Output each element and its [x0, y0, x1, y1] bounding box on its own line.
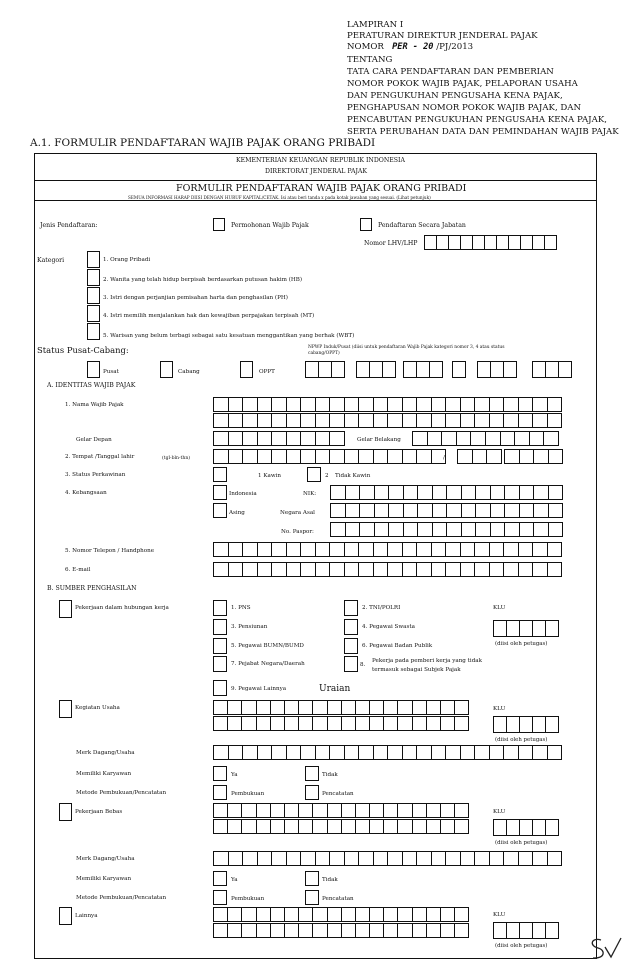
npwp-pusat-input[interactable]	[403, 361, 443, 378]
npwp-pusat-input[interactable]	[477, 361, 517, 378]
job-tni-checkbox[interactable]	[344, 600, 358, 616]
job-bumn-checkbox[interactable]	[213, 638, 227, 654]
pekerjaan-bebas-label: Pekerjaan Bebas	[75, 809, 123, 815]
jenis-label: Jenis Pendaftaran:	[40, 222, 98, 229]
pembukuan-label: Pembukuan	[231, 791, 265, 797]
email-label: 6. E-mail	[65, 567, 91, 573]
job-pejabat-checkbox[interactable]	[213, 656, 227, 672]
jabatan-checkbox[interactable]	[360, 218, 372, 231]
cabang-label: Cabang	[178, 369, 200, 375]
email-input[interactable]	[213, 562, 562, 577]
klu-label: KLU	[493, 912, 506, 918]
diisi-note: (diisi oleh petugas)	[495, 737, 548, 743]
pekerjaan-hubungan-checkbox[interactable]	[59, 600, 72, 618]
klu-input[interactable]	[493, 620, 559, 637]
nomor-handwritten: PER - 20	[392, 42, 434, 52]
job-swasta-label: 4. Pegawai Swasta	[362, 624, 415, 630]
kategori-2-label: 2. Wanita yang telah hidup berpisah berdasarkan putusan hakim (HB)	[103, 277, 303, 283]
npwp-pusat-input[interactable]	[305, 361, 355, 378]
pusat-label: Pusat	[103, 369, 119, 375]
tidak-label: Tidak	[322, 772, 338, 778]
nomor-lhv-input[interactable]	[424, 235, 557, 250]
divider	[34, 200, 597, 201]
asing-checkbox[interactable]	[213, 503, 227, 518]
negara-asal-input[interactable]	[330, 503, 563, 518]
kawin-label: 1 Kawin	[258, 473, 282, 479]
job-tni-label: 2. TNI/POLRI	[362, 605, 401, 611]
merk-label: Merk Dagang/Usaha	[76, 750, 135, 756]
merk-input[interactable]	[213, 745, 562, 760]
gelar-depan-input[interactable]	[213, 431, 345, 446]
gelar-depan-label: Gelar Depan	[76, 437, 112, 443]
job-pensiunan-checkbox[interactable]	[213, 619, 227, 635]
uraian-label: Uraian	[319, 684, 351, 694]
pencatatan-label: Pencatatan	[322, 791, 354, 797]
kategori-label: Kategori	[37, 257, 65, 264]
kebangsaan-label: 4. Kebangsaan	[65, 490, 107, 496]
pencatatan-checkbox[interactable]	[305, 785, 319, 800]
job8-num: 8.	[360, 662, 366, 668]
klu-label: KLU	[493, 605, 506, 611]
npwp-note: cabang/OPPT)	[308, 351, 340, 356]
merk-input[interactable]	[213, 851, 562, 866]
kawin-checkbox[interactable]	[213, 467, 227, 482]
no-paspor-input[interactable]	[330, 522, 563, 537]
indonesia-label: Indonesia	[229, 491, 257, 497]
ya-label: Ya	[231, 877, 238, 883]
npwp-pusat-input[interactable]	[532, 361, 572, 378]
oppt-label: OPPT	[259, 369, 275, 375]
nama-input[interactable]	[213, 397, 562, 412]
subject-line: TATA CARA PENDAFTARAN DAN PEMBERIAN	[347, 67, 554, 77]
pembukuan-checkbox[interactable]	[213, 890, 227, 905]
cabang-checkbox[interactable]	[160, 361, 173, 378]
jabatan-label: Pendaftaran Secara Jabatan	[378, 222, 466, 229]
gelar-belakang-label: Gelar Belakang	[357, 437, 401, 443]
klu-input[interactable]	[493, 716, 559, 733]
ttl-label: 2. Tempat /Tanggal lahir	[65, 454, 135, 460]
tidak-label: Tidak	[322, 877, 338, 883]
permohonan-checkbox[interactable]	[213, 218, 225, 231]
tidak-kawin-num: 2	[325, 473, 329, 479]
pembukuan-label: Pembukuan	[231, 896, 265, 902]
tempat-lahir-input[interactable]	[213, 449, 446, 464]
klu-label: KLU	[493, 706, 506, 712]
klu-label: KLU	[493, 809, 506, 815]
lainnya-checkbox[interactable]	[59, 907, 72, 925]
lampiran: LAMPIRAN I	[347, 20, 404, 30]
negara-asal-label: Negara Asal	[280, 510, 315, 516]
kegiatan-usaha-label: Kegiatan Usaha	[75, 705, 120, 711]
job-badan-publik-checkbox[interactable]	[344, 638, 358, 654]
job8-line: termasuk sebagai Subjek Pajak	[372, 667, 461, 673]
kategori-2-checkbox[interactable]	[87, 269, 100, 286]
karyawan-label: Memiliki Karyawan	[76, 876, 132, 882]
kegiatan-usaha-checkbox[interactable]	[59, 700, 72, 718]
asing-label: Asing	[229, 510, 245, 516]
tanggal-lahir-input[interactable]	[457, 449, 505, 464]
job-lainnya-label: 9. Pegawai Lainnya	[231, 686, 287, 692]
subject-line: DAN PENGUKUHAN PENGUSAHA KENA PAJAK,	[347, 91, 563, 101]
klu-input[interactable]	[493, 819, 559, 836]
diisi-note: (diisi oleh petugas)	[495, 641, 548, 647]
nomor-lhv-label: Nomor LHV/LHP	[364, 240, 418, 247]
lainnya-label: Lainnya	[75, 913, 98, 919]
kegiatan-usaha-input[interactable]	[213, 716, 469, 731]
karyawan-tidak-checkbox[interactable]	[305, 766, 319, 781]
initials-signature	[585, 934, 625, 964]
nama-input[interactable]	[213, 413, 562, 428]
job-pejabat-label: 7. Pejabat Negara/Daerah	[231, 661, 305, 667]
directorate: DIREKTORAT JENDERAL PAJAK	[265, 168, 368, 175]
nik-input[interactable]	[330, 485, 563, 500]
pekerjaan-bebas-checkbox[interactable]	[59, 803, 72, 821]
karyawan-tidak-checkbox[interactable]	[305, 871, 319, 886]
job8-line: Pekerja pada pemberi kerja yang tidak	[372, 658, 483, 664]
indonesia-checkbox[interactable]	[213, 485, 227, 500]
status-kawin-label: 3. Status Perkawinan	[65, 472, 126, 478]
metode-label: Metode Pembukuan/Pencatatan	[76, 790, 167, 796]
job-badan-publik-label: 6. Pegawai Badan Publik	[362, 643, 433, 649]
tidak-kawin-label: Tidak Kawin	[335, 473, 371, 479]
job-pns-label: 1. PNS	[231, 605, 251, 611]
section-title: A.1. FORMULIR PENDAFTARAN WAJIB PAJAK ORANG PRIBADI	[30, 137, 376, 149]
subject-line: NOMOR POKOK WAJIB PAJAK, PELAPORAN USAHA	[347, 79, 578, 89]
klu-input[interactable]	[493, 922, 559, 939]
kategori-5-checkbox[interactable]	[87, 323, 100, 340]
peraturan: PERATURAN DIREKTUR JENDERAL PAJAK	[347, 31, 538, 41]
pekerjaan-hubungan-label: Pekerjaan dalam hubungan kerja	[75, 605, 169, 611]
kategori-4-checkbox[interactable]	[87, 305, 100, 322]
pusat-checkbox[interactable]	[87, 361, 100, 378]
nomor-line	[347, 42, 473, 53]
gelar-belakang-input[interactable]	[412, 431, 559, 446]
lainnya-input[interactable]	[213, 907, 469, 922]
kategori-3-checkbox[interactable]	[87, 287, 100, 304]
divider	[34, 180, 597, 181]
pencatatan-label: Pencatatan	[322, 896, 354, 902]
ttl-slash: /	[443, 455, 445, 461]
merk-label: Merk Dagang/Usaha	[76, 856, 135, 862]
oppt-checkbox[interactable]	[240, 361, 253, 378]
diisi-note: (diisi oleh petugas)	[495, 840, 548, 846]
job-pensiunan-label: 3. Pensiunan	[231, 624, 268, 630]
kategori-1-label: 1. Orang Pribadi	[103, 257, 151, 263]
no-paspor-label: No. Paspor:	[281, 529, 314, 535]
metode-label: Metode Pembukuan/Pencatatan	[76, 895, 167, 901]
pekerjaan-bebas-input[interactable]	[213, 803, 469, 818]
telepon-label: 5. Nomor Telepon / Handphone	[65, 548, 155, 554]
section-a-title: A. IDENTITAS WAJIB PAJAK	[47, 382, 136, 389]
karyawan-label: Memiliki Karyawan	[76, 771, 132, 777]
karyawan-ya-checkbox[interactable]	[213, 871, 227, 886]
pekerjaan-bebas-input[interactable]	[213, 819, 469, 834]
kategori-1-checkbox[interactable]	[87, 251, 100, 268]
telepon-input[interactable]	[213, 542, 562, 557]
section-b-title: B. SUMBER PENGHASILAN	[47, 585, 137, 592]
nomor-suffix: /PJ/2013	[436, 42, 474, 52]
subject-line: SERTA PERUBAHAN DATA DAN PEMINDAHAN WAJIB PAJAK	[347, 127, 619, 137]
job-bumn-label: 5. Pegawai BUMN/BUMD	[231, 643, 304, 649]
nama-label: 1. Nama Wajib Pajak	[65, 402, 124, 408]
kegiatan-usaha-input[interactable]	[213, 700, 469, 715]
job-lainnya-checkbox[interactable]	[213, 680, 227, 696]
job-pns-checkbox[interactable]	[213, 600, 227, 616]
subject-line: PENGHAPUSAN NOMOR POKOK WAJIB PAJAK, DAN	[347, 103, 582, 113]
kategori-5-label: 5. Warisan yang belum terbagi sebagai satu kesatuan menggantikan yang berhak (WBT)	[103, 333, 355, 339]
tidak-kawin-checkbox[interactable]	[307, 467, 321, 482]
kategori-3-label: 3. Istri dengan perjanjian pemisahan harta dan penghasilan (PH)	[103, 295, 288, 301]
pencatatan-checkbox[interactable]	[305, 890, 319, 905]
npwp-pusat-input[interactable]	[356, 361, 396, 378]
job-non-subjek-checkbox[interactable]	[344, 656, 358, 672]
permohonan-label: Permohonan Wajib Pajak	[231, 222, 309, 229]
karyawan-ya-checkbox[interactable]	[213, 766, 227, 781]
form-title: FORMULIR PENDAFTARAN WAJIB PAJAK ORANG PRIBADI	[176, 183, 467, 194]
form-instruction: SEMUA INFORMASI HARAP DIISI DENGAN HURUF KAPITAL/CETAK. Isi atau beri tanda x pada kotak jawaban yang sesuai. (Lihat petunjuk)	[128, 195, 431, 200]
ministry: KEMENTERIAN KEUANGAN REPUBLIK INDONESIA	[236, 157, 405, 164]
tentang: TENTANG	[347, 55, 393, 65]
subject-line: PENCABUTAN PENGUKUHAN PENGUSAHA KENA PAJAK,	[347, 115, 607, 125]
kategori-4-label: 4. Istri memilih menjalankan hak dan kewajiban perpajakan terpisah (MT)	[103, 313, 315, 319]
ya-label: Ya	[231, 772, 238, 778]
ttl-format: (tgl-bln-thn)	[162, 456, 191, 461]
lainnya-input[interactable]	[213, 923, 469, 938]
tanggal-lahir-input[interactable]	[504, 449, 563, 464]
nik-label: NIK:	[303, 491, 317, 497]
npwp-note: NPWP Induk/Pusat (diisi untuk pendaftaran Wajib Pajak kategori nomor 3, 4 atau status	[308, 345, 505, 350]
npwp-pusat-input[interactable]	[452, 361, 466, 378]
status-label: Status Pusat-Cabang:	[37, 345, 129, 355]
diisi-note: (diisi oleh petugas)	[495, 943, 548, 949]
nomor-label: NOMOR	[347, 42, 384, 52]
pembukuan-checkbox[interactable]	[213, 785, 227, 800]
job-swasta-checkbox[interactable]	[344, 619, 358, 635]
